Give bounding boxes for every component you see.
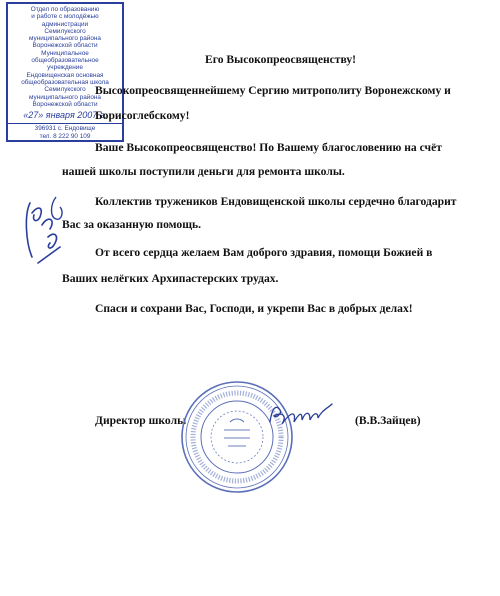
stamp-line: Воронежской области — [32, 100, 98, 108]
stamp-line: общеобразовательная школа — [21, 78, 109, 86]
stamp-line: общеобразовательное — [31, 57, 99, 65]
stamp-divider — [8, 123, 122, 124]
addressee-line: Высокопреосвященнейшему Сергию митрополиту Воронежскому и — [95, 84, 451, 97]
paragraph-line: От всего сердца желаем Вам доброго здравия, помощи Божией в — [95, 246, 433, 259]
stamp-line: учреждение — [47, 64, 83, 72]
paragraph-line: Ваше Высокопреосвященство! По Вашему благословению на счёт — [95, 141, 442, 154]
director-signature — [266, 398, 336, 430]
stamp-line: Семилукского — [44, 27, 86, 35]
stamp-line: и работе с молодёжью — [31, 13, 99, 21]
addressee-line: Борисоглебскому! — [95, 109, 190, 122]
handwritten-resolution — [20, 185, 70, 275]
stamp-date: «27» января 2007 г. — [23, 110, 107, 121]
stamp-line: Ендовищенская основная — [26, 71, 104, 79]
paragraph-line: Ваших нелёгких Архипастерских трудах. — [62, 272, 279, 285]
stamp-line: Отдел по образованию — [30, 6, 100, 13]
paragraph-line: Вас за оказанную помощь. — [62, 218, 202, 231]
stamp-line: Воронежской области — [32, 42, 98, 50]
paragraph-line: нашей школы поступили деньги для ремонта школы. — [62, 165, 345, 178]
closing-line: Спаси и сохрани Вас, Господи, и укрепи Вас в добрых делах! — [95, 302, 413, 315]
signer-title: Директор школы — [95, 414, 187, 427]
stamp-line: администрации — [41, 20, 89, 28]
stamp-line: муниципального района — [29, 93, 101, 101]
paragraph-line: Коллектив тружеников Ендовищенской школы сердечно благодарит — [95, 195, 457, 208]
stamp-phone: тел. 8 222 90 109 — [39, 132, 91, 140]
greeting: Его Высокопреосвященству! — [205, 53, 357, 66]
stamp-line: Муниципальное — [41, 49, 89, 57]
stamp-line: муниципального района — [29, 35, 101, 43]
stamp-address: 396931 с. Ендовище — [34, 125, 96, 133]
stamp-line: Семилукского — [44, 86, 86, 94]
signer-name: (В.В.Зайцев) — [355, 414, 421, 427]
